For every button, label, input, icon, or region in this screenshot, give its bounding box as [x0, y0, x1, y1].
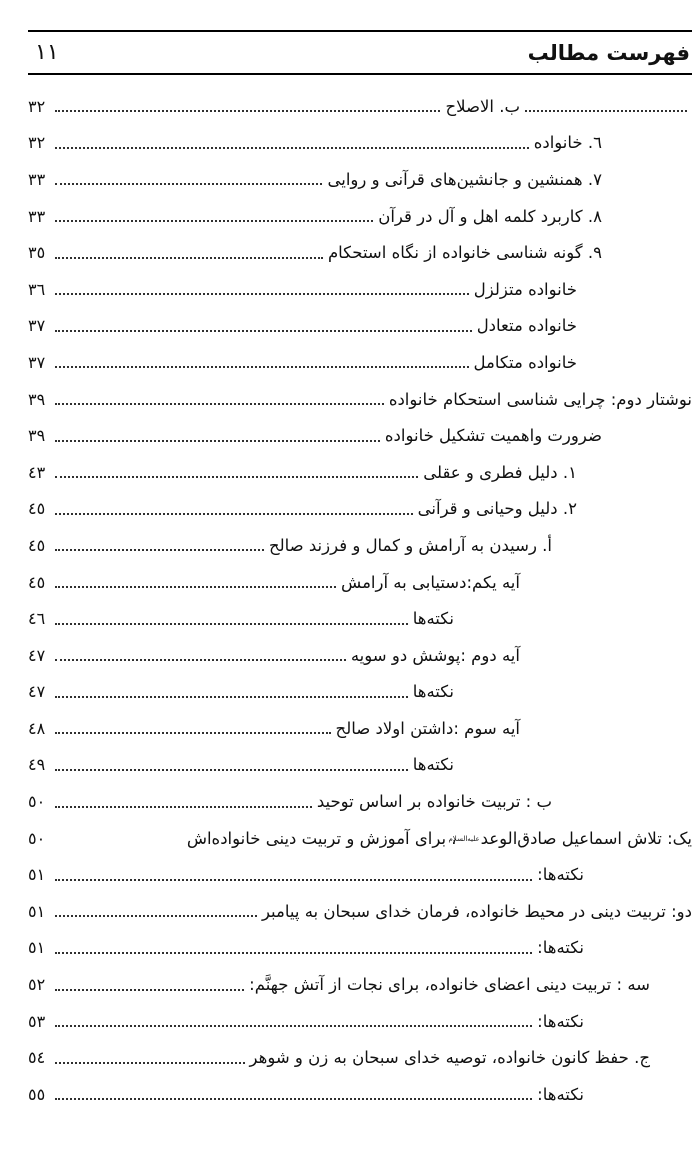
toc-entry — [28, 1003, 692, 1040]
dot-leader — [55, 403, 384, 405]
entry-title: نوشتار دوم: چرایی شناسی استحکام خانواده — [388, 389, 692, 409]
entry-page-number: ٤٨ — [28, 718, 46, 738]
entry-page-number: ٤٩ — [28, 755, 46, 775]
toc-entry — [28, 271, 692, 308]
toc-entry — [28, 527, 692, 564]
dot-leader — [55, 549, 264, 551]
toc-entry — [28, 600, 692, 637]
entry-page-number: ٣٩ — [28, 389, 46, 409]
dot-leader — [55, 257, 323, 259]
entry-page-number: ٤٦ — [28, 609, 46, 629]
entry-title: ب : تربیت خانواده بر اساس توحید — [316, 792, 552, 812]
page-number: ١١ — [35, 40, 59, 65]
dot-leader — [55, 732, 331, 734]
entry-title: سه : تربیت دینی اعضای خانواده، برای نجات از آتش جهنَّم: — [249, 975, 650, 995]
entry-page-number: ٥٥ — [28, 1084, 46, 1104]
entry-title: خانواده متزلزل — [473, 279, 577, 299]
dot-leader — [55, 806, 312, 808]
entry-page-number: ٥٠ — [28, 828, 46, 848]
entry-title: نکته‌ها: — [537, 865, 584, 885]
entry-page-number: ٣٣ — [28, 169, 46, 189]
entry-title: ٨. کاربرد کلمه اهل و آل در قرآن — [378, 206, 602, 226]
entry-title: دو: تربیت دینی در محیط خانواده، فرمان خدای سبحان به پیامبر — [261, 901, 692, 921]
entry-page-number: ٣٢ — [28, 96, 46, 116]
dot-leader — [55, 440, 380, 442]
dot-leader — [55, 1098, 532, 1100]
toc-entry — [28, 417, 692, 454]
entry-title: یک: تلاش اسماعیل صادق‌الوعدعلیه‌السلام، برای آموزش و تربیت دینی خانواده‌اش — [186, 828, 692, 848]
dot-leader — [55, 183, 322, 185]
entry-page-number: ٣٥ — [28, 243, 46, 263]
entry-page-number: ٣٣ — [28, 206, 46, 226]
toc-entry — [28, 234, 692, 271]
dot-leader — [525, 110, 687, 112]
entry-title: ٩. گونه شناسی خانواده از نگاه استحکام — [327, 243, 602, 263]
toc-entry — [28, 930, 692, 967]
dot-leader — [55, 989, 244, 991]
entry-page-number: ٣٦ — [28, 279, 46, 299]
entry-title: خانواده متعادل — [476, 316, 577, 336]
honorific-mark: علیه‌السلام — [448, 834, 480, 843]
entry-page-number: ٤٥ — [28, 499, 46, 519]
dot-leader — [55, 220, 373, 222]
dot-leader — [55, 696, 408, 698]
dot-leader — [55, 659, 346, 661]
toc-entry — [28, 344, 692, 381]
entry-title: آیه سوم :داشتن اولاد صالح — [335, 718, 520, 738]
toc-entry — [28, 966, 692, 1003]
toc-entry — [28, 308, 692, 345]
toc-entry — [28, 783, 692, 820]
dot-leader — [55, 586, 336, 588]
entry-title: آیه دوم :پوشش دو سویه — [350, 645, 520, 665]
dot-leader — [55, 110, 440, 112]
toc-entry — [28, 198, 692, 235]
dot-leader — [55, 366, 469, 368]
entry-title: آیه یکم:دستیابی به آرامش — [341, 572, 520, 592]
entry-title: ضرورت واهمیت تشکیل خانواده — [384, 426, 602, 446]
toc-entry — [28, 820, 692, 857]
entry-page-number: ٣٧ — [28, 316, 46, 336]
dot-leader — [55, 147, 529, 149]
entry-page-number: ٤٣ — [28, 462, 46, 482]
entry-title: ٢. دلیل وحیانی و قرآنی — [417, 499, 577, 519]
dot-leader — [55, 513, 413, 515]
toc-entry — [28, 381, 692, 418]
dot-leader — [55, 952, 532, 954]
entry-title: ٧. همنشین و جانشین‌های قرآنی و روایی — [327, 169, 602, 189]
entry-title: ب. الاصلاح — [445, 96, 520, 116]
entry-page-number: ٤٥ — [28, 572, 46, 592]
entry-title: نکته‌ها — [412, 755, 454, 775]
entry-page-number: ٣٢ — [28, 133, 46, 153]
toc-entry — [28, 893, 692, 930]
dot-leader — [55, 769, 408, 771]
dot-leader — [55, 879, 532, 881]
entry-title: نکته‌ها — [412, 609, 454, 629]
entry-title: ١. دلیل فطری و عقلی — [423, 462, 577, 482]
page-title: فهرست مطالب — [527, 40, 690, 65]
entry-title: ٦. خانواده — [533, 133, 602, 153]
entry-page-number: ٥١ — [28, 901, 46, 921]
entry-title: نکته‌ها: — [537, 1011, 584, 1031]
entry-title: ج. حفظ کانون خانواده، توصیه خدای سبحان به زن و شوهر — [249, 1048, 650, 1068]
dot-leader — [55, 330, 472, 332]
entry-page-number: ٥٣ — [28, 1011, 46, 1031]
entry-title: نکته‌ها: — [537, 938, 584, 958]
dot-leader — [55, 1062, 245, 1064]
entry-title: أ. رسیدن به آرامش و کمال و فرزند صالح — [268, 535, 552, 555]
dot-leader — [55, 915, 257, 917]
entry-page-number: ٣٩ — [28, 426, 46, 446]
entry-page-number: ٥٢ — [28, 975, 46, 995]
entry-page-number: ٤٥ — [28, 535, 46, 555]
dot-leader — [55, 293, 469, 295]
entry-title: خانواده متکامل — [473, 352, 577, 372]
entry-page-number: ٤٧ — [28, 645, 46, 665]
entry-title: نکته‌ها: — [537, 1084, 584, 1104]
toc-entry — [28, 491, 692, 528]
entry-page-number: ٥١ — [28, 938, 46, 958]
toc-entry — [28, 856, 692, 893]
entry-title: نکته‌ها — [412, 682, 454, 702]
toc-entry — [28, 637, 692, 674]
entry-page-number: ٥٤ — [28, 1048, 46, 1068]
toc-list — [28, 88, 692, 1113]
toc-entry — [28, 747, 692, 784]
page-header — [28, 30, 692, 75]
toc-entry — [28, 125, 692, 162]
entry-page-number: ٤٧ — [28, 682, 46, 702]
dot-leader — [55, 476, 418, 478]
entry-page-number: ٥٠ — [28, 792, 46, 812]
toc-entry — [28, 161, 692, 198]
toc-entry — [28, 674, 692, 711]
toc-entry — [28, 564, 692, 601]
toc-entry — [28, 710, 692, 747]
toc-entry — [28, 454, 692, 491]
entry-page-number: ٣٧ — [28, 352, 46, 372]
dot-leader — [55, 623, 408, 625]
toc-entry — [28, 1039, 692, 1076]
toc-entry — [28, 88, 692, 125]
dot-leader — [55, 1025, 532, 1027]
toc-entry — [28, 1076, 692, 1113]
entry-page-number: ٥١ — [28, 865, 46, 885]
